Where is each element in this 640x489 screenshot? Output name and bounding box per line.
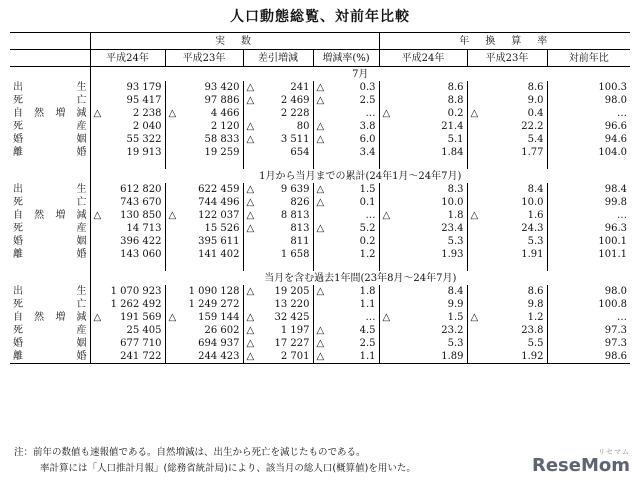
negative-marker: △ [316,351,325,362]
table-cell: △ 4 466 [165,107,243,120]
table-cell: △ 6.0 [313,133,379,146]
table-cell: △ 2.5 [313,94,379,107]
table-cell: … [547,107,630,120]
table-cell: 612 820 [90,183,165,196]
row-label: 離婚 [13,147,87,158]
table-cell: 23.4 [379,222,467,235]
table-row [10,337,630,350]
column-header: 対前年比 [547,50,630,67]
row-label: 死亡 [13,197,87,208]
table-cell: 8.6 [379,81,467,94]
table-cell: △ 2.5 [313,337,379,350]
table-cell: 100.1 [547,235,630,248]
table-cell: 95 417 [90,94,165,107]
section-title: 当月を含む過去1年間(23年8月～24年7月) [90,271,630,285]
logo-kana: リセマム [598,448,630,456]
table-cell: 1.84 [379,146,467,159]
table-cell: 26 602 [165,324,243,337]
table-row [10,285,630,298]
table-cell: △ 0.3 [313,81,379,94]
table-cell: 677 710 [90,337,165,350]
table-cell: △ 1.5 [379,311,467,324]
table-cell: △ 2 469 [243,94,313,107]
negative-marker: △ [93,210,102,221]
table-cell: 99.8 [547,196,630,209]
table-row [10,81,630,94]
section-gap [10,159,630,169]
table-cell: 23.8 [467,324,547,337]
table-cell: 8.4 [379,285,467,298]
table-cell: △ 0.4 [467,107,547,120]
table-cell: 2 120 [165,120,243,133]
table-cell: … [547,209,630,222]
table-cell: 100.8 [547,298,630,311]
table-cell: △ 1.5 [313,183,379,196]
negative-marker: △ [168,210,177,221]
table-cell: 93 420 [165,81,243,94]
negative-marker: △ [246,325,255,336]
table-row [10,183,630,196]
table-cell: 8.6 [467,81,547,94]
table-cell: 10.0 [379,196,467,209]
negative-marker: △ [316,338,325,349]
table-cell: 396 422 [90,235,165,248]
row-label: 離婚 [10,350,90,364]
table-cell: △ 159 144 [165,311,243,324]
table-cell: △ 241 [243,81,313,94]
header-group-actual: 実 数 [90,33,379,50]
footnote-2: 率計算には「人口推計月報」(総務省統計局)により、該当月の総人口(概算値)を用いた。 [40,463,416,474]
table-cell: △ 9 639 [243,183,313,196]
table-cell: △ 0.1 [313,196,379,209]
negative-marker: △ [316,121,325,132]
table-row [10,94,630,107]
table-cell: 2 228 [243,107,313,120]
row-label: 死亡 [13,95,87,106]
negative-marker: △ [470,108,479,119]
page-title: 人口動態総覧、対前年比較 [230,9,410,25]
row-label: 自然増減 [13,312,87,323]
table-cell: 98.4 [547,183,630,196]
negative-marker: △ [168,312,177,323]
table-cell: 96.6 [547,120,630,133]
header-stub [10,33,90,50]
column-header: 差引増減 [243,50,313,67]
table-cell: 8.8 [379,94,467,107]
table-cell: △ 3 511 [243,133,313,146]
table-cell: 93 179 [90,81,165,94]
table-cell: 0.2 [313,235,379,248]
table-cell: 694 937 [165,337,243,350]
negative-marker: △ [246,82,255,93]
negative-marker: △ [246,184,255,195]
table-cell: △ 191 569 [90,311,165,324]
row-label: 離婚 [13,249,87,260]
table-row [10,120,630,133]
negative-marker: △ [93,312,102,323]
row-label: 出生 [13,82,87,93]
section-title-row [10,67,630,82]
table-cell: 1.93 [379,248,467,261]
table-cell: △ 0.2 [379,107,467,120]
column-header: 平成23年 [165,50,243,67]
table-cell: 9.0 [467,94,547,107]
row-label: 死産 [13,325,87,336]
table-cell: △ 122 037 [165,209,243,222]
table-cell: △ 826 [243,196,313,209]
table-cell: 19 259 [165,146,243,159]
negative-marker: △ [168,108,177,119]
statistics-table [10,32,630,364]
footnote-1: 注：前年の数値も速報値である。自然増減は、出生から死亡を減じたものである。 [14,447,366,458]
row-label: 自然増減 [13,108,87,119]
table-cell: 96.3 [547,222,630,235]
table-cell: 1.2 [313,248,379,261]
table-cell: … [313,311,379,324]
negative-marker: △ [316,95,325,106]
negative-marker: △ [382,210,391,221]
negative-marker: △ [316,184,325,195]
negative-marker: △ [382,312,391,323]
negative-marker: △ [246,338,255,349]
table-cell: 2 040 [90,120,165,133]
table-cell: 55 322 [90,133,165,146]
row-label: 婚姻 [13,134,87,145]
table-cell: △ 1.8 [313,285,379,298]
table-cell: 98.6 [547,350,630,364]
table-cell: 97.3 [547,324,630,337]
row-label: 出生 [13,184,87,195]
table-row [10,235,630,248]
table-row [10,248,630,261]
table-cell: 654 [243,146,313,159]
table-cell: 244 423 [165,350,243,364]
table-cell: △ 2 701 [243,350,313,364]
table-cell: △ 19 205 [243,285,313,298]
negative-marker: △ [316,82,325,93]
negative-marker: △ [316,197,325,208]
table-cell: 13 220 [243,298,313,311]
table-cell: 22.2 [467,120,547,133]
negative-marker: △ [246,351,255,362]
negative-marker: △ [316,134,325,145]
table-cell: 98.0 [547,94,630,107]
table-body [10,67,630,364]
header-stub-2 [10,50,90,67]
table-cell: △ 4.5 [313,324,379,337]
table-cell: 101.1 [547,248,630,261]
negative-marker: △ [316,286,325,297]
row-label: 婚姻 [13,236,87,247]
negative-marker: △ [246,312,255,323]
row-label: 出生 [13,286,87,297]
table-cell: 58 833 [165,133,243,146]
row-label: 婚姻 [13,338,87,349]
header-group-rate: 年 換 算 率 [379,33,630,50]
table-cell: 21.4 [379,120,467,133]
negative-marker: △ [246,121,255,132]
column-header: 平成24年 [90,50,165,67]
table-cell: … [313,209,379,222]
table-cell: 1 090 128 [165,285,243,298]
table-cell: 9.8 [467,298,547,311]
table-cell: 744 496 [165,196,243,209]
table-cell: △ 813 [243,222,313,235]
table-cell: 98.0 [547,285,630,298]
table-cell: … [547,311,630,324]
table-cell: △ 1 197 [243,324,313,337]
table-cell: 3.4 [313,146,379,159]
table-cell: △ 8 813 [243,209,313,222]
table-row [10,146,630,159]
row-label: 死産 [13,121,87,132]
table-cell: 97 886 [165,94,243,107]
negative-marker: △ [246,223,255,234]
table-cell: 14 713 [90,222,165,235]
table-cell: △ 32 425 [243,311,313,324]
negative-marker: △ [246,286,255,297]
table-row [10,196,630,209]
table-cell: 5.5 [467,337,547,350]
table-row [10,107,630,120]
table-cell: △ 5.2 [313,222,379,235]
negative-marker: △ [316,325,325,336]
table-cell: 143 060 [90,248,165,261]
negative-marker: △ [316,223,325,234]
table-cell: 19 913 [90,146,165,159]
table-cell: 97.3 [547,337,630,350]
table-cell: 5.3 [379,235,467,248]
table-cell: 100.3 [547,81,630,94]
table-row [10,133,630,146]
column-header: 平成23年 [467,50,547,67]
table-cell: △ 130 850 [90,209,165,222]
table-cell: 5.4 [467,133,547,146]
table-cell: 811 [243,235,313,248]
negative-marker: △ [382,108,391,119]
section-title: 1月から当月までの累計(24年1月～24年7月) [90,169,630,183]
section-title-row [10,271,630,285]
table-cell: 1 262 492 [90,298,165,311]
resemom-logo [531,448,630,481]
table-cell: 1.91 [467,248,547,261]
table-cell: △ 1.2 [467,311,547,324]
table-cell: △ 3.8 [313,120,379,133]
table-row [10,350,630,364]
table-cell: 9.9 [379,298,467,311]
column-header: 平成24年 [379,50,467,67]
table-cell: 104.0 [547,146,630,159]
table-cell: 1 658 [243,248,313,261]
table-row [10,311,630,324]
table-row [10,209,630,222]
table-cell: 622 459 [165,183,243,196]
table-cell: 141 402 [165,248,243,261]
negative-marker: △ [246,210,255,221]
table-cell: 25 405 [90,324,165,337]
negative-marker: △ [246,134,255,145]
negative-marker: △ [93,108,102,119]
logo-text: ReseMom [531,455,630,476]
table-cell: 10.0 [467,196,547,209]
table-cell: 743 670 [90,196,165,209]
section-gap [10,261,630,271]
table-cell: 1.1 [313,298,379,311]
table-cell: △ 1.1 [313,350,379,364]
table-cell: △ 80 [243,120,313,133]
table-cell: 1 070 923 [90,285,165,298]
table-cell: … [313,107,379,120]
table-cell: △ 17 227 [243,337,313,350]
table-cell: 241 722 [90,350,165,364]
table-cell: 94.6 [547,133,630,146]
row-label: 死亡 [13,299,87,310]
table-cell: △ 1.6 [467,209,547,222]
section-title-row [10,169,630,183]
column-header: 増減率(%) [313,50,379,67]
negative-marker: △ [470,210,479,221]
table-cell: 8.6 [467,285,547,298]
table-cell: 5.1 [379,133,467,146]
table-cell: 1 249 272 [165,298,243,311]
negative-marker: △ [470,312,479,323]
table-row [10,324,630,337]
table-cell: 5.3 [379,337,467,350]
table-cell: 1.92 [467,350,547,364]
section-title: 7月 [90,67,630,82]
table-cell: 23.2 [379,324,467,337]
row-label: 自然増減 [13,210,87,221]
table-cell: 8.4 [467,183,547,196]
table-cell: 24.3 [467,222,547,235]
table-cell: 395 611 [165,235,243,248]
negative-marker: △ [246,197,255,208]
table-cell: 15 526 [165,222,243,235]
table-row [10,298,630,311]
table-cell: 8.3 [379,183,467,196]
table-row [10,222,630,235]
table-cell: △ 2 238 [90,107,165,120]
table-cell: 1.89 [379,350,467,364]
table-cell: 1.77 [467,146,547,159]
row-label: 死産 [13,223,87,234]
table-cell: 5.3 [467,235,547,248]
table-cell: △ 1.8 [379,209,467,222]
negative-marker: △ [246,95,255,106]
